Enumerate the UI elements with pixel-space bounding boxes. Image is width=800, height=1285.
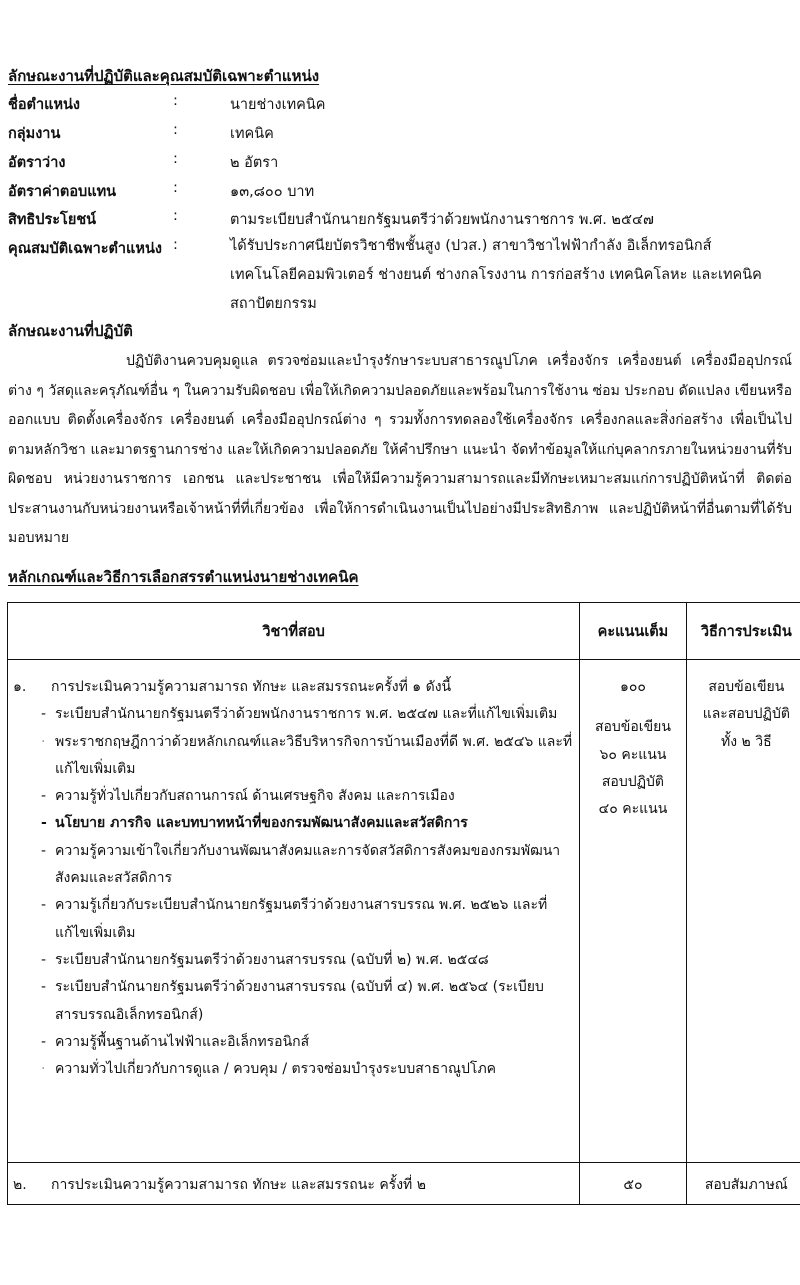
list-item: - นโยบาย ภารกิจ และบทบาทหน้าที่ของกรมพัฒนาสังคมและสวัสดิการ [41, 815, 468, 832]
table-row [8, 1163, 800, 1205]
info-value: นายช่างเทคนิค [230, 97, 326, 113]
info-label: คุณสมบัติเฉพาะตำแหน่ง [8, 241, 162, 257]
item-heading [13, 1172, 573, 1199]
method-cell: สอบสัมภาษณ์ [686, 1163, 800, 1205]
score-cell: ๕๐ [580, 1163, 686, 1205]
criteria-table [7, 602, 800, 1205]
subject-cell [8, 660, 580, 1163]
info-label: กลุ่มงาน [8, 126, 61, 142]
item-number: ๒. [13, 1177, 27, 1193]
item-title: การประเมินความรู้ความสามารถ ทักษะ และสมรรถนะ ครั้งที่ ๒ [51, 1177, 426, 1193]
info-value: ได้รับประกาศนียบัตรวิชาชีพชั้นสูง (ปวส.) สาขาวิชาไฟฟ้ากำลัง อิเล็กทรอนิกส์ เทคโนโลยีคอมพิวเตอร์ ช่างยนต์ ช่างกลโรงงาน การก่อสร้าง เทคนิคโลหะ และเทคนิคสถาปัตยกรรม [230, 238, 762, 312]
method-line: และสอบปฏิบัติ [702, 706, 790, 723]
score-breakdown: ๖๐ คะแนน [599, 746, 667, 763]
method-line: สอบข้อเขียน [708, 679, 785, 695]
info-label: สิทธิประโยชน์ [8, 212, 97, 228]
info-label: อัตราค่าตอบแทน [8, 184, 117, 200]
table-row [8, 660, 800, 1163]
list-item: - ความรู้ความเข้าใจเกี่ยวกับงานพัฒนาสังคมและการจัดสวัสดิการสังคมของกรมพัฒนาสังคมและสวัสดิการ [41, 842, 561, 887]
item-title: การประเมินความรู้ความสามารถ ทักษะ และสมรรถนะครั้งที่ ๑ ดังนี้ [51, 679, 452, 695]
info-colon: : [173, 122, 178, 138]
list-item: - ระเบียบสำนักนายกรัฐมนตรีว่าด้วยงานสารบรรณ (ฉบับที่ ๔) พ.ศ. ๒๕๖๔ (ระเบียบสารบรรณอิเล็กทรอนิกส์) [41, 979, 544, 1023]
table-header-row [8, 603, 800, 660]
info-value: ๑๓,๘๐๐ บาท [230, 184, 315, 200]
list-item: - ระเบียบสำนักนายกรัฐมนตรีว่าด้วยงานสารบรรณ (ฉบับที่ ๒) พ.ศ. ๒๕๔๘ [41, 951, 489, 968]
score-cell [580, 660, 686, 1163]
info-colon: : [173, 151, 178, 167]
duties-title: ลักษณะงานที่ปฏิบัติ [8, 322, 133, 340]
list-item: · พระราชกฤษฎีกาว่าด้วยหลักเกณฑ์และวิธีบริหารกิจการบ้านเมืองที่ดี พ.ศ. ๒๕๔๖ และที่แก้ไขเพิ่มเติม [41, 733, 573, 777]
list-item: - ระเบียบสำนักนายกรัฐมนตรีว่าด้วยพนักงานราชการ พ.ศ. ๒๕๔๗ และที่แก้ไขเพิ่มเติม [41, 706, 558, 723]
info-value: ๒ อัตรา [230, 155, 279, 171]
header-subject: วิชาที่สอบ [8, 603, 580, 660]
info-colon: : [173, 93, 178, 109]
list-item: - ความรู้พื้นฐานด้านไฟฟ้าและอิเล็กทรอนิกส์ [41, 1033, 310, 1050]
item-heading [13, 674, 573, 701]
score-breakdown: ๔๐ คะแนน [598, 801, 668, 818]
score-breakdown: สอบข้อเขียน [594, 719, 671, 736]
list-item: - ความรู้ทั่วไปเกี่ยวกับสถานการณ์ ด้านเศรษฐกิจ สังคม และการเมือง [41, 788, 455, 805]
info-colon: : [173, 208, 178, 224]
info-colon: : [173, 180, 178, 196]
method-cell [686, 660, 800, 1163]
method-line: ทั้ง ๒ วิธี [721, 733, 772, 750]
criteria-title: หลักเกณฑ์และวิธีการเลือกสรรตำแหน่งนายช่างเทคนิค [8, 568, 359, 586]
item-number: ๑. [13, 679, 27, 695]
header-method: วิธีการประเมิน [686, 603, 800, 660]
list-item: - ความรู้เกี่ยวกับระเบียบสำนักนายกรัฐมนตรีว่าด้วยงานสารบรรณ พ.ศ. ๒๕๒๖ และที่แก้ไขเพิ่มเติม [41, 897, 548, 941]
info-colon: : [173, 237, 178, 253]
score-total: ๑๐๐ [619, 679, 646, 695]
info-label: ชื่อตำแหน่ง [8, 97, 81, 113]
section-title: ลักษณะงานที่ปฏิบัติและคุณสมบัติเฉพาะตำแหน่ง [8, 67, 320, 85]
list-item: · ความทั่วไปเกี่ยวกับการดูแล / ควบคุม / ตรวจซ่อมบำรุงระบบสาธาณูปโภค [41, 1061, 497, 1078]
subject-cell [8, 1163, 580, 1205]
info-value: เทคนิค [230, 126, 274, 142]
info-value: ตามระเบียบสำนักนายกรัฐมนตรีว่าด้วยพนักงานราชการ พ.ศ. ๒๕๔๗ [230, 212, 654, 228]
score-breakdown: สอบปฏิบัติ [601, 773, 664, 790]
duties-paragraph: ปฏิบัติงานควบคุมดูแล ตรวจซ่อมและบำรุงรักษาระบบสาธารณูปโภค เครื่องจักร เครื่องยนต์ เครื่องมืออุปกรณ์ต่าง ๆ วัสดุและครุภัณฑ์อื่น ๆ ในความรับผิดชอบ เพื่อให้เกิดความปลอดภัยและพร้อมในการใช้งาน ซ่อม ประกอบ ดัดแปลง เขียนหรือออกแบบ ติดตั้งเครื่องจักร เครื่องยนต์ เครื่องมืออุปกรณ์ต่าง ๆ รวมทั้งการทดลองใช้เครื่องจักร เครื่องกลและสิ่งก่อสร้าง เพื่อเป็นไปตามหลักวิชา และมาตรฐานการช่าง และให้เกิดความปลอดภัย ให้คำปรึกษา แนะนำ จัดทำข้อมูลให้แก่บุคลากรภายในหน่วยงานที่รับผิดชอบ หน่วยงานราชการ เอกชน และประชาชน เพื่อให้มีความรู้ความสามารถและมีทักษะเหมาะสมแก่การปฏิบัติหน้าที่ ติดต่อประสานงานกับหน่วยงานหรือเจ้าหน้าที่ที่เกี่ยวข้อง เพื่อให้การดำเนินงานเป็นไปอย่างมีประสิทธิภาพ และปฏิบัติหน้าที่อื่นตามที่ได้รับมอบหมาย [8, 353, 792, 546]
info-label: อัตราว่าง [8, 155, 66, 171]
header-score: คะแนนเต็ม [580, 603, 686, 660]
